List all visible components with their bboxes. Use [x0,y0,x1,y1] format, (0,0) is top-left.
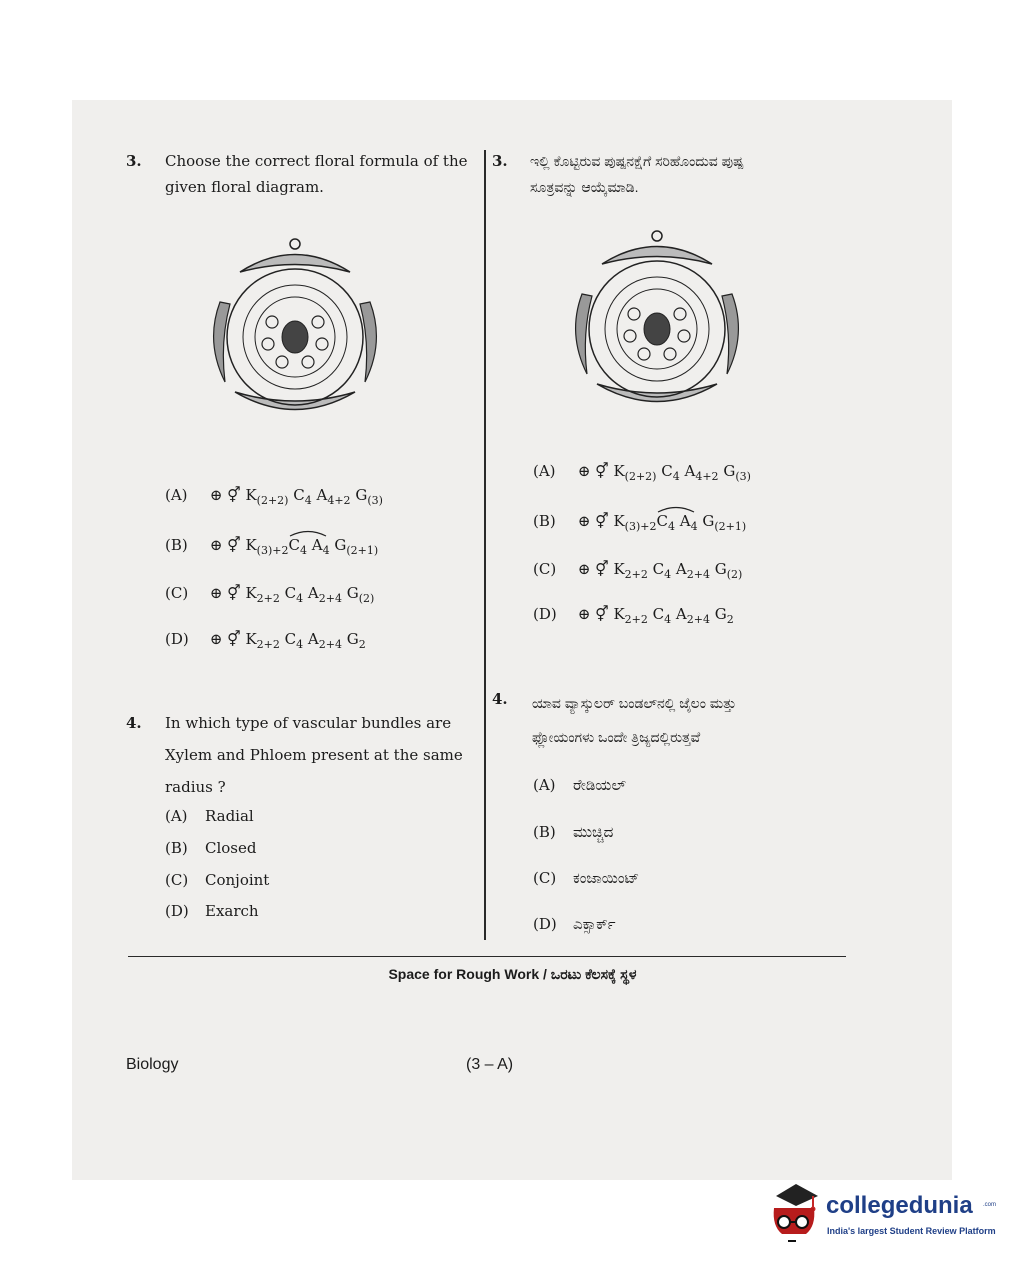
footer-page: (3 – A) [466,1056,514,1073]
right-q4-line2: ಫ್ಲೋಯಂಗಳು ಒಂದೇ ತ್ರಿಜ್ಯದಲ್ಲಿರುತ್ತವೆ [532,729,701,745]
left-q3-text [165,148,485,200]
collegedunia-logo-suffix: .com [983,1202,997,1208]
right-q4-option-d[interactable]: (D) ಎಕ್ಸಾರ್ಕ್ [533,915,616,933]
right-q3-option-a[interactable]: (A) ⊕ ⚥ $K_{(2+2)}$ $C_4$ $A_{4+2}$ $G_{(3)}$ [533,462,751,483]
left-q4-option-b[interactable]: (B) Closed [165,839,257,857]
left-q3-option-d[interactable]: (D) ⊕ ⚥ $K_{2+2}$ $C_4$ $A_{2+4}$ $G_2$ [165,630,366,651]
left-q3-number: 3. [126,152,142,170]
left-q3-option-c[interactable]: (C) ⊕ ⚥ $K_{2+2}$ $C_4$ $A_{2+4}$ $G_{(2)}$ [165,584,375,605]
right-q4-option-c[interactable]: (C) ಕಂಜಾಯಿಂಟ್ [533,869,640,887]
collegedunia-tagline: India's largest Student Review Platform [827,1226,996,1236]
left-floral-diagram [200,232,390,432]
right-q3-option-c[interactable]: (C) ⊕ ⚥ $K_{2+2}$ $C_4$ $A_{2+4}$ $G_{(2)}$ [533,560,743,581]
left-q4-number: 4. [126,714,142,732]
rough-work-label: Space for Rough Work / ಒರಟು ಕೆಲಸಕ್ಕೆ ಸ್ಥಳ [388,966,637,982]
right-q4-line1: ಯಾವ ವ್ಯಾಸ್ಕುಲರ್ ಬಂಡಲ್‌ನಲ್ಲಿ ಜೈಲಂ ಮತ್ತು [532,695,737,711]
left-q4-text [165,707,485,803]
right-q3-text [530,148,850,200]
right-q3-option-b[interactable]: (B) ⊕ ⚥ $K_{(3)+2}$ $C_4$ $A_4$ $G_{(2+1)}$ [533,512,746,533]
right-floral-diagram [562,224,752,424]
left-q4-line2: Xylem and Phloem present at the same [165,746,463,764]
collegedunia-logo-text: collegedunia [826,1192,973,1219]
left-q3-line1: Choose the correct floral formula of the [165,152,468,170]
adhesion-arc: $C_4$ $A_4$ [288,536,329,557]
left-q4-option-c[interactable]: (C) Conjoint [165,871,270,889]
right-q4-number: 4. [492,690,508,708]
left-q4-option-a[interactable]: (A) Radial [165,807,254,825]
right-q3-option-d[interactable]: (D) ⊕ ⚥ $K_{2+2}$ $C_4$ $A_{2+4}$ $G_2$ [533,605,734,626]
adhesion-arc: $C_4$ $A_4$ [656,512,697,533]
left-q4-option-d[interactable]: (D) Exarch [165,902,259,920]
right-q4-option-a[interactable]: (A) ರೇಡಿಯಲ್ [533,776,626,794]
left-q4-line1: In which type of vascular bundles are [165,714,452,732]
column-divider [484,150,486,940]
right-q3-number: 3. [492,152,508,170]
right-q3-line1: ಇಲ್ಲಿ ಕೊಟ್ಟಿರುವ ಪುಷ್ಪನಕ್ಷೆಗೆ ಸರಿಹೊಂದುವ ಪುಷ್ಪ [530,153,744,169]
left-q3-option-a[interactable]: (A) ⊕ ⚥ $K_{(2+2)}$ $C_4$ $A_{4+2}$ $G_{(3)}$ [165,486,383,507]
right-q3-line2: ಸೂತ್ರವನ್ನು ಆಯ್ಕೆಮಾಡಿ. [530,179,639,195]
right-q4-text [532,686,852,754]
footer-subject: Biology [126,1056,179,1073]
left-q4-line3: radius ? [165,778,226,796]
collegedunia-mascot-icon [766,1178,826,1258]
left-q3-option-b[interactable]: (B) ⊕ ⚥ $K_{(3)+2}$ $C_4$ $A_4$ $G_{(2+1)}$ [165,536,378,557]
left-q3-line2: given floral diagram. [165,178,324,196]
rough-work-rule [128,956,846,957]
right-q4-option-b[interactable]: (B) ಮುಚ್ಚಿದ [533,823,614,841]
